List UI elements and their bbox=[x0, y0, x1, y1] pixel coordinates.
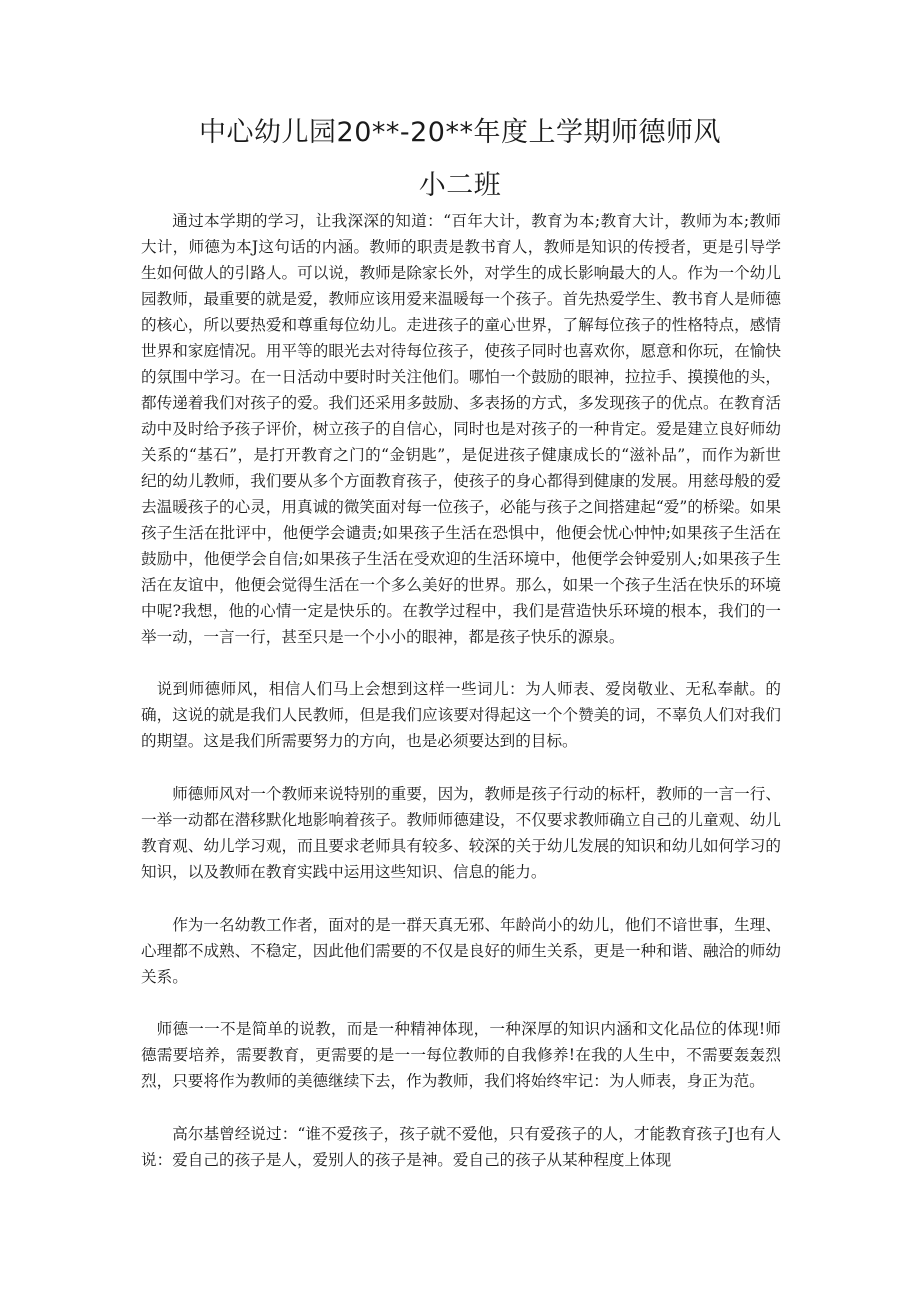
paragraph-5: 师德一一不是简单的说教，而是一种精神体现，一种深厚的知识内涵和文化品位的体现!师德需要培养，需要教育，更需要的是一一每位教师的自我修养!在我的人生中，不需要轰轰烈烈，只要将作为教师的美德继续下去，作为教师，我们将始终牢记：为人师表，身正为范。 bbox=[141, 1020, 781, 1090]
paragraph-6: 高尔基曾经说过：“谁不爱孩子，孩子就不爱他，只有爱孩子的人，才能教育孩子J也有人说：爱自己的孩子是人，爱别人的孩子是神。爱自己的孩子从某种程度上体现 bbox=[141, 1125, 781, 1169]
paragraph-4: 作为一名幼教工作者，面对的是一群天真无邪、年龄尚小的幼儿，他们不谙世事，生理、心理都不成熟、不稳定，因此他们需要的不仅是良好的师生关系，更是一种和谐、融洽的师幼关系。 bbox=[141, 916, 781, 986]
paragraph-1: 通过本学期的学习，让我深深的知道：“百年大计，教育为本;教育大计，教师为本;教师大计，师德为本J这句话的内涵。教师的职责是教书育人，教师是知识的传授者，更是引导学生如何做人的引路人。可以说，教师是除家长外，对学生的成长影响最大的人。作为一个幼儿园教师，最重要的就是爱，教师应该用爱来温暖每一个孩子。首先热爱学生、教书育人是师德的核心，所以要热爱和尊重每位幼儿。走进孩子的童心世界，了解每位孩子的性格特点，感情世界和家庭情况。用平等的眼光去对待每位孩子，使孩子同时也喜欢你，愿意和你玩，在愉快的氛围中学习。在一日活动中要时时关注他们。哪怕一个鼓励的眼神，拉拉手、摸摸他的头，都传递着我们对孩子的爱。我们还采用多鼓励、多表扬的方式，多发现孩子的优点。在教育活动中及时给予孩子评价，树立孩子的自信心，同时也是对孩子的一种肯定。爱是建立良好师幼关系的“基石”，是打开教育之门的“金钥匙”，是促进孩子健康成长的“滋补品”，而作为新世纪的幼儿教师，我们要从多个方面教育孩子，使孩子的身心都得到健康的发展。用慈母般的爱去温暖孩子的心灵，用真诚的微笑面对每一位孩子，必能与孩子之间搭建起“爱”的桥梁。如果孩子生活在批评中，他便学会谴责;如果孩子生活在恐惧中，他便会忧心忡忡;如果孩子生活在鼓励中，他便学会自信;如果孩子生活在受欢迎的生活环境中，他便学会钟爱别人;如果孩子生活在友谊中，他便会觉得生活在一个多么美好的世界。那么，如果一个孩子生活在快乐的环境中呢?我想，他的心情一定是快乐的。在教学过程中，我们是营造快乐环境的根本，我们的一举一动，一言一行，甚至只是一个小小的眼神，都是孩子快乐的源泉。 bbox=[141, 212, 781, 646]
class-name-subtitle: 小二班 bbox=[418, 170, 502, 201]
paragraph-3: 师德师风对一个教师来说特别的重要，因为，教师是孩子行动的标杆，教师的一言一行、一举一动都在潜移默化地影响着孩子。教师师德建设，不仅要求教师确立自己的儿童观、幼儿教育观、幼儿学习观，而且要求老师具有较多、较深的关于幼儿发展的知识和幼儿如何学习的知识，以及教师在教育实践中运用这些知识、信息的能力。 bbox=[141, 785, 781, 881]
document-body bbox=[141, 208, 781, 1173]
document-title: 中心幼儿园20**-20**年度上学期师德师风 bbox=[199, 117, 721, 148]
paragraph-2: 说到师德师风，相信人们马上会想到这样一些词儿：为人师表、爱岗敬业、无私奉献。的确，这说的就是我们人民教师，但是我们应该要对得起这一个个赞美的词，不辜负人们对我们的期望。这是我们所需要努力的方向，也是必须要达到的目标。 bbox=[141, 680, 781, 750]
